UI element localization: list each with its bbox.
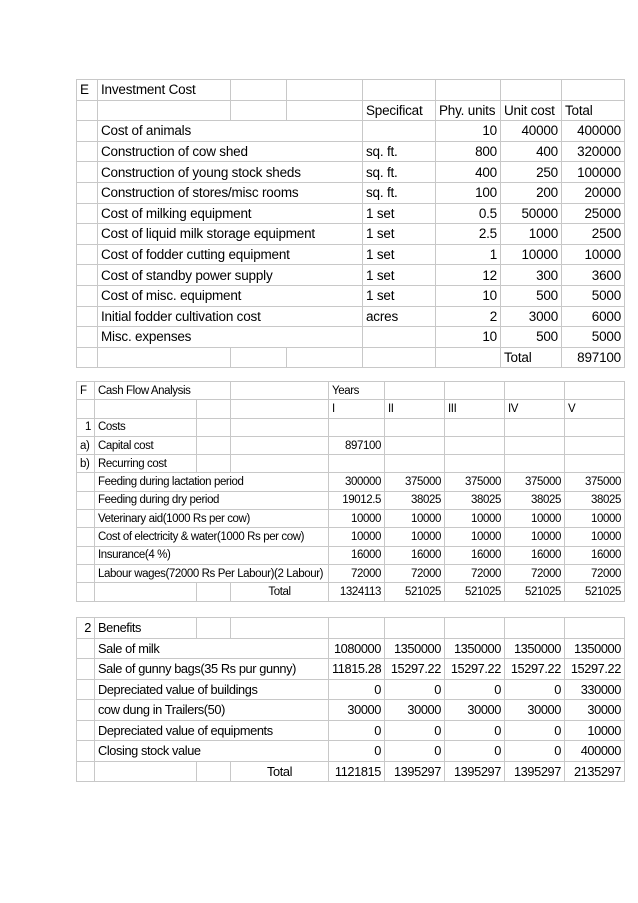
item-total: 400000 (562, 121, 625, 142)
item-phy-units: 10 (436, 285, 501, 306)
table-cell (77, 761, 95, 782)
recurring-letter: b) (77, 455, 95, 473)
item-phy-units: 10 (436, 327, 501, 348)
item-label: Construction of young stock sheds (98, 162, 363, 183)
benefit-value: 0 (385, 720, 445, 741)
table-cell (363, 347, 436, 368)
item-phy-units: 12 (436, 265, 501, 286)
investment-row (77, 265, 625, 286)
benefit-row (77, 741, 625, 762)
cost-value: 72000 (445, 564, 505, 582)
cost-value: 72000 (565, 564, 625, 582)
table-cell (77, 162, 98, 183)
benefit-value: 0 (385, 741, 445, 762)
table-cell (77, 638, 95, 659)
cost-label: Labour wages(72000 Rs Per Labour)(2 Labour) (95, 564, 329, 582)
item-total: 5000 (562, 285, 625, 306)
item-label: Cost of misc. equipment (98, 285, 363, 306)
investment-row (77, 285, 625, 306)
item-total: 3600 (562, 265, 625, 286)
table-cell (77, 306, 98, 327)
item-spec: 1 set (363, 203, 436, 224)
total-value: 897100 (562, 347, 625, 368)
total-label: Total (501, 347, 562, 368)
header-unit-cost: Unit cost (501, 100, 562, 121)
total-value: 2135297 (565, 761, 625, 782)
item-label: Cost of milking equipment (98, 203, 363, 224)
table-cell (77, 720, 95, 741)
capital-cost-row (77, 436, 625, 454)
cost-value: 10000 (565, 528, 625, 546)
benefit-value: 1350000 (445, 638, 505, 659)
investment-row (77, 327, 625, 348)
item-phy-units: 1 (436, 244, 501, 265)
recurring-cost-row (77, 455, 625, 473)
table-cell (77, 679, 95, 700)
header-total: Total (562, 100, 625, 121)
benefit-value: 0 (445, 720, 505, 741)
year-label: I (329, 400, 385, 418)
table-cell (77, 285, 98, 306)
section-letter: E (77, 80, 98, 101)
recurring-cost-row (77, 510, 625, 528)
cost-value: 10000 (505, 510, 565, 528)
table-cell (77, 182, 98, 203)
cost-value: 10000 (385, 510, 445, 528)
benefit-value: 15297.22 (505, 659, 565, 680)
benefit-value: 30000 (565, 700, 625, 721)
benefit-value: 15297.22 (385, 659, 445, 680)
cashflow-total-row (77, 583, 625, 601)
benefit-row (77, 720, 625, 741)
cost-value: 10000 (565, 510, 625, 528)
table-cell (287, 347, 363, 368)
total-value: 1395297 (385, 761, 445, 782)
benefit-value: 330000 (565, 679, 625, 700)
cost-value: 38025 (445, 491, 505, 509)
cost-value: 38025 (565, 491, 625, 509)
table-cell (77, 327, 98, 348)
total-value: 1395297 (445, 761, 505, 782)
benefit-label: Depreciated value of buildings (95, 679, 329, 700)
benefits-number: 2 (77, 618, 95, 639)
cost-value: 375000 (385, 473, 445, 491)
cost-label: Veterinary aid(1000 Rs per cow) (95, 510, 329, 528)
total-value: 1121815 (329, 761, 385, 782)
cost-value: 10000 (505, 528, 565, 546)
year-label: V (565, 400, 625, 418)
cost-value: 38025 (505, 491, 565, 509)
benefit-label: Sale of milk (95, 638, 329, 659)
section-title: Investment Cost (98, 80, 231, 101)
benefit-value: 1350000 (505, 638, 565, 659)
item-total: 10000 (562, 244, 625, 265)
cost-value: 10000 (385, 528, 445, 546)
benefit-label: Depreciated value of equipments (95, 720, 329, 741)
benefit-row (77, 700, 625, 721)
year-label: III (445, 400, 505, 418)
item-spec: sq. ft. (363, 162, 436, 183)
table-cell (77, 121, 98, 142)
benefit-value: 10000 (565, 720, 625, 741)
investment-row (77, 203, 625, 224)
total-value: 521025 (445, 583, 505, 601)
item-spec: 1 set (363, 265, 436, 286)
benefits-title-row (77, 618, 625, 639)
item-phy-units: 2.5 (436, 224, 501, 245)
item-unit-cost: 300 (501, 265, 562, 286)
table-cell (77, 203, 98, 224)
total-value: 521025 (565, 583, 625, 601)
investment-header-row (77, 100, 625, 121)
capital-value: 897100 (329, 436, 385, 454)
item-phy-units: 0.5 (436, 203, 501, 224)
item-total: 6000 (562, 306, 625, 327)
cost-value: 375000 (505, 473, 565, 491)
benefit-value: 0 (329, 720, 385, 741)
item-label: Construction of stores/misc rooms (98, 182, 363, 203)
section-letter: F (77, 382, 95, 400)
table-cell (95, 583, 197, 601)
item-spec (363, 121, 436, 142)
item-unit-cost: 40000 (501, 121, 562, 142)
table-cell (77, 510, 95, 528)
cost-value: 16000 (445, 546, 505, 564)
investment-title-row (77, 80, 625, 101)
benefit-value: 1080000 (329, 638, 385, 659)
total-label: Total (231, 583, 329, 601)
cost-value: 72000 (385, 564, 445, 582)
item-label: Cost of animals (98, 121, 363, 142)
recurring-cost-row (77, 546, 625, 564)
item-label: Cost of liquid milk storage equipment (98, 224, 363, 245)
cost-value: 10000 (329, 510, 385, 528)
benefits-title: Benefits (95, 618, 197, 639)
recurring-cost-row (77, 528, 625, 546)
recurring-label: Recurring cost (95, 455, 197, 473)
cost-label: Feeding during dry period (95, 491, 329, 509)
item-total: 20000 (562, 182, 625, 203)
item-unit-cost: 10000 (501, 244, 562, 265)
benefit-row (77, 679, 625, 700)
benefit-value: 11815.28 (329, 659, 385, 680)
cost-value: 300000 (329, 473, 385, 491)
item-label: Cost of standby power supply (98, 265, 363, 286)
item-spec (363, 327, 436, 348)
investment-row (77, 141, 625, 162)
cost-value: 10000 (445, 528, 505, 546)
costs-number: 1 (77, 418, 95, 436)
table-cell (77, 546, 95, 564)
item-phy-units: 2 (436, 306, 501, 327)
cost-value: 16000 (385, 546, 445, 564)
cost-value: 375000 (445, 473, 505, 491)
table-cell (436, 347, 501, 368)
table-cell (77, 583, 95, 601)
years-row (77, 400, 625, 418)
benefit-value: 30000 (329, 700, 385, 721)
cost-value: 72000 (329, 564, 385, 582)
benefit-label: cow dung in Trailers(50) (95, 700, 329, 721)
benefit-value: 0 (385, 679, 445, 700)
benefit-label: Closing stock value (95, 741, 329, 762)
table-cell (77, 564, 95, 582)
cost-value: 16000 (329, 546, 385, 564)
item-unit-cost: 500 (501, 285, 562, 306)
total-label: Total (231, 761, 329, 782)
table-cell (77, 244, 98, 265)
table-cell (77, 265, 98, 286)
item-label: Cost of fodder cutting equipment (98, 244, 363, 265)
table-cell (77, 528, 95, 546)
benefit-value: 1350000 (385, 638, 445, 659)
table-cell (77, 700, 95, 721)
table-cell (77, 741, 95, 762)
table-cell (77, 224, 98, 245)
item-unit-cost: 200 (501, 182, 562, 203)
investment-cost-table (76, 79, 625, 368)
benefit-value: 15297.22 (445, 659, 505, 680)
item-spec: 1 set (363, 285, 436, 306)
section-title: Cash Flow Analysis (95, 382, 231, 400)
benefits-total-row (77, 761, 625, 782)
benefit-value: 0 (445, 679, 505, 700)
cash-flow-table (76, 381, 625, 602)
cost-value: 10000 (329, 528, 385, 546)
table-cell (77, 659, 95, 680)
item-total: 5000 (562, 327, 625, 348)
item-total: 25000 (562, 203, 625, 224)
item-label: Misc. expenses (98, 327, 363, 348)
benefit-value: 0 (329, 741, 385, 762)
benefit-value: 30000 (445, 700, 505, 721)
total-value: 521025 (505, 583, 565, 601)
benefit-value: 0 (505, 741, 565, 762)
year-label: II (385, 400, 445, 418)
benefit-value: 30000 (385, 700, 445, 721)
item-total: 320000 (562, 141, 625, 162)
item-phy-units: 800 (436, 141, 501, 162)
investment-row (77, 121, 625, 142)
investment-row (77, 224, 625, 245)
table-cell (98, 347, 231, 368)
item-spec: sq. ft. (363, 182, 436, 203)
recurring-cost-row (77, 473, 625, 491)
header-specification: Specificat (363, 100, 436, 121)
total-value: 1324113 (329, 583, 385, 601)
costs-label: Costs (95, 418, 197, 436)
cost-value: 10000 (445, 510, 505, 528)
item-spec: acres (363, 306, 436, 327)
item-label: Construction of cow shed (98, 141, 363, 162)
table-cell (197, 761, 231, 782)
item-total: 100000 (562, 162, 625, 183)
benefit-value: 400000 (565, 741, 625, 762)
item-label: Initial fodder cultivation cost (98, 306, 363, 327)
costs-row (77, 418, 625, 436)
investment-row (77, 244, 625, 265)
item-spec: sq. ft. (363, 141, 436, 162)
item-unit-cost: 400 (501, 141, 562, 162)
cashflow-title-row (77, 382, 625, 400)
item-phy-units: 400 (436, 162, 501, 183)
table-cell (95, 761, 197, 782)
table-cell (77, 347, 98, 368)
benefit-label: Sale of gunny bags(35 Rs pur gunny) (95, 659, 329, 680)
cost-value: 38025 (385, 491, 445, 509)
recurring-cost-row (77, 564, 625, 582)
investment-row (77, 162, 625, 183)
total-value: 1395297 (505, 761, 565, 782)
table-cell (77, 491, 95, 509)
item-unit-cost: 3000 (501, 306, 562, 327)
item-unit-cost: 250 (501, 162, 562, 183)
investment-row (77, 306, 625, 327)
benefit-value: 0 (329, 679, 385, 700)
item-unit-cost: 50000 (501, 203, 562, 224)
benefit-value: 1350000 (565, 638, 625, 659)
recurring-cost-row (77, 491, 625, 509)
benefit-value: 0 (505, 679, 565, 700)
item-phy-units: 10 (436, 121, 501, 142)
total-value: 521025 (385, 583, 445, 601)
table-cell (197, 583, 231, 601)
item-phy-units: 100 (436, 182, 501, 203)
investment-total-row (77, 347, 625, 368)
benefits-table (76, 617, 625, 782)
item-total: 2500 (562, 224, 625, 245)
table-cell (77, 141, 98, 162)
cost-value: 72000 (505, 564, 565, 582)
year-label: IV (505, 400, 565, 418)
years-label: Years (329, 382, 385, 400)
table-cell (77, 473, 95, 491)
benefit-value: 15297.22 (565, 659, 625, 680)
item-spec: 1 set (363, 224, 436, 245)
item-unit-cost: 500 (501, 327, 562, 348)
benefit-value: 0 (505, 720, 565, 741)
benefit-value: 30000 (505, 700, 565, 721)
benefit-value: 0 (445, 741, 505, 762)
capital-label: Capital cost (95, 436, 197, 454)
table-cell (231, 347, 287, 368)
benefit-row (77, 638, 625, 659)
cost-label: Insurance(4 %) (95, 546, 329, 564)
benefit-row (77, 659, 625, 680)
cost-label: Feeding during lactation period (95, 473, 329, 491)
item-unit-cost: 1000 (501, 224, 562, 245)
cost-value: 19012.5 (329, 491, 385, 509)
item-spec: 1 set (363, 244, 436, 265)
investment-row (77, 182, 625, 203)
cost-value: 16000 (505, 546, 565, 564)
capital-letter: a) (77, 436, 95, 454)
cost-value: 375000 (565, 473, 625, 491)
cost-label: Cost of electricity & water(1000 Rs per cow) (95, 528, 329, 546)
cost-value: 16000 (565, 546, 625, 564)
header-phy-units: Phy. units (436, 100, 501, 121)
